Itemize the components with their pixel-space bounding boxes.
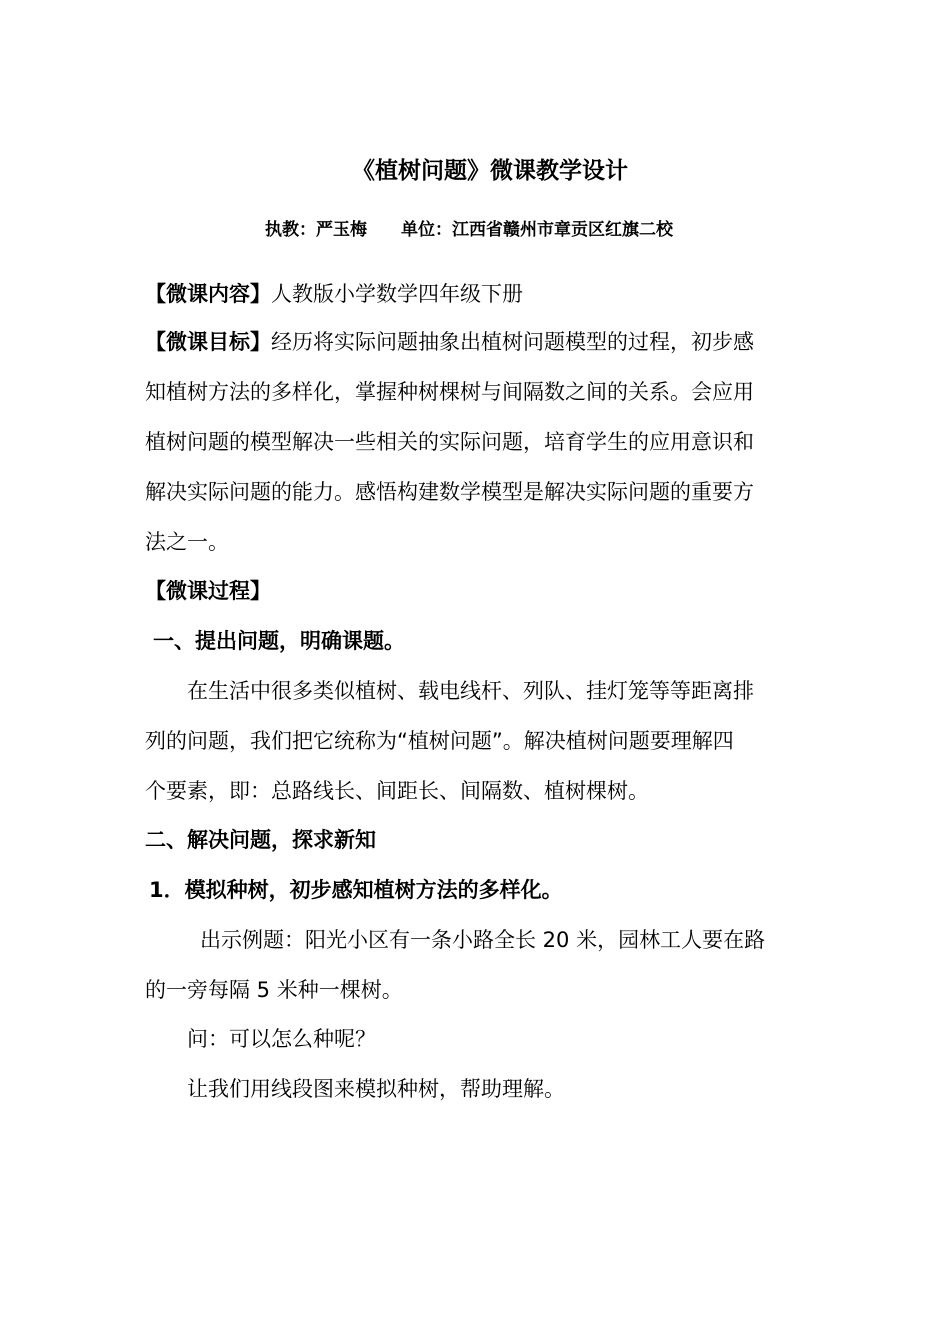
goal-line-5: 法之一。: [145, 530, 229, 554]
goal-line-4: 解决实际问题的能力。感悟构建数学模型是解决实际问题的重要方: [145, 480, 754, 504]
content-paragraph: [145, 284, 523, 305]
section1-line-3: 个要素，即：总路线长、间距长、间隔数、植树棵树。: [145, 779, 649, 803]
goal-text: 经历将实际问题抽象出植树问题模型的过程，初步感: [271, 330, 754, 354]
goal-label: 【微课目标】: [145, 330, 271, 354]
content-label: 【微课内容】: [145, 282, 271, 306]
example-line-1: 出示例题：阳光小区有一条小路全长 20 米，园林工人要在路: [200, 928, 766, 952]
section2-subheading: 1．模拟种树，初步感知植树方法的多样化。: [149, 878, 563, 902]
content-text: 人教版小学数学四年级下册: [271, 282, 523, 306]
question-line: 问：可以怎么种呢？: [187, 1027, 376, 1051]
goal-line-1: [145, 332, 754, 353]
hint-line: 让我们用线段图来模拟种树，帮助理解。: [187, 1077, 565, 1101]
example-line-2: 的一旁每隔 5 米种一棵树。: [145, 978, 403, 1002]
goal-line-2: 知植树方法的多样化，掌握种树棵树与间隔数之间的关系。会应用: [145, 380, 754, 404]
process-label: 【微课过程】: [145, 579, 271, 603]
author-byline: 执教：严玉梅 单位：江西省赣州市章贡区红旗二校: [265, 220, 673, 240]
section1-line-2: 列的问题，我们把它统称为“植树问题”。解决植树问题要理解四: [145, 729, 734, 753]
section1-heading: 一、提出问题，明确课题。: [153, 629, 405, 653]
section2-heading: 二、解决问题，探求新知: [145, 828, 376, 852]
document-title: 《植树问题》微课教学设计: [352, 158, 628, 184]
section1-line-1: 在生活中很多类似植树、载电线杆、列队、挂灯笼等等距离排: [187, 679, 754, 703]
goal-line-3: 植树问题的模型解决一些相关的实际问题，培育学生的应用意识和: [145, 430, 754, 454]
